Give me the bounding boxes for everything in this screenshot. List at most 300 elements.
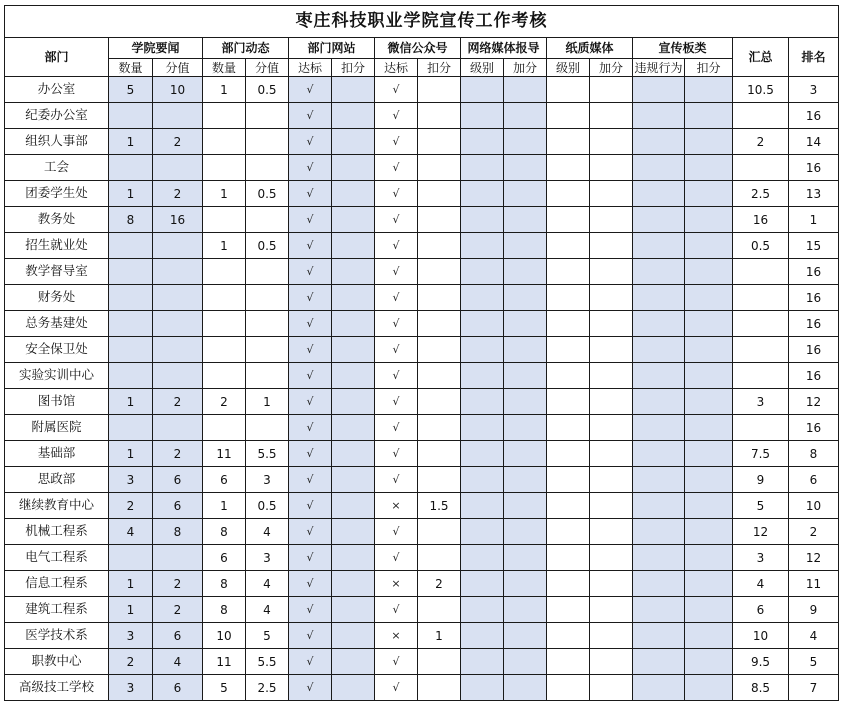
data-cell[interactable] (246, 129, 289, 155)
data-cell[interactable] (590, 155, 633, 181)
rank-cell[interactable]: 9 (789, 597, 839, 623)
data-cell[interactable] (332, 623, 375, 649)
data-cell[interactable] (685, 207, 733, 233)
data-cell[interactable] (633, 493, 685, 519)
dept-name-cell[interactable]: 总务基建处 (5, 311, 109, 337)
data-cell[interactable] (461, 285, 504, 311)
data-cell[interactable] (685, 493, 733, 519)
rank-cell[interactable]: 13 (789, 181, 839, 207)
data-cell[interactable] (203, 415, 246, 441)
subheader-cell[interactable]: 分值 (246, 59, 289, 77)
data-cell[interactable] (332, 597, 375, 623)
data-cell[interactable] (332, 519, 375, 545)
data-cell[interactable] (590, 571, 633, 597)
data-cell[interactable] (504, 337, 547, 363)
status-mark-cell[interactable]: √ (289, 675, 332, 701)
data-cell[interactable] (246, 415, 289, 441)
data-cell[interactable] (547, 363, 590, 389)
data-cell[interactable] (246, 155, 289, 181)
data-cell[interactable] (332, 129, 375, 155)
data-cell[interactable]: 5 (246, 623, 289, 649)
data-cell[interactable]: 4 (109, 519, 153, 545)
header-group-online-media[interactable]: 网络媒体报导 (461, 38, 547, 59)
data-cell[interactable] (504, 103, 547, 129)
status-mark-cell[interactable]: × (375, 623, 418, 649)
rank-cell[interactable]: 16 (789, 103, 839, 129)
rank-cell[interactable]: 11 (789, 571, 839, 597)
data-cell[interactable] (504, 181, 547, 207)
data-cell[interactable] (418, 441, 461, 467)
data-cell[interactable] (109, 337, 153, 363)
data-cell[interactable] (633, 415, 685, 441)
data-cell[interactable] (504, 623, 547, 649)
data-cell[interactable]: 1 (203, 493, 246, 519)
data-cell[interactable]: 3 (109, 467, 153, 493)
data-cell[interactable] (685, 77, 733, 103)
data-cell[interactable]: 4 (246, 597, 289, 623)
rank-cell[interactable]: 16 (789, 311, 839, 337)
data-cell[interactable] (418, 311, 461, 337)
status-mark-cell[interactable]: √ (375, 441, 418, 467)
data-cell[interactable] (332, 311, 375, 337)
data-cell[interactable] (590, 675, 633, 701)
data-cell[interactable] (685, 337, 733, 363)
data-cell[interactable]: 1 (109, 571, 153, 597)
data-cell[interactable]: 8 (153, 519, 203, 545)
data-cell[interactable] (590, 467, 633, 493)
data-cell[interactable] (246, 207, 289, 233)
data-cell[interactable] (633, 207, 685, 233)
dept-name-cell[interactable]: 高级技工学校 (5, 675, 109, 701)
data-cell[interactable] (685, 545, 733, 571)
data-cell[interactable] (590, 545, 633, 571)
status-mark-cell[interactable]: × (375, 571, 418, 597)
status-mark-cell[interactable]: √ (289, 155, 332, 181)
data-cell[interactable] (203, 155, 246, 181)
data-cell[interactable]: 2.5 (246, 675, 289, 701)
data-cell[interactable] (332, 155, 375, 181)
data-cell[interactable] (590, 519, 633, 545)
data-cell[interactable] (590, 311, 633, 337)
data-cell[interactable]: 6 (203, 467, 246, 493)
data-cell[interactable] (685, 441, 733, 467)
data-cell[interactable] (633, 649, 685, 675)
data-cell[interactable] (332, 103, 375, 129)
data-cell[interactable] (203, 103, 246, 129)
status-mark-cell[interactable]: √ (375, 597, 418, 623)
data-cell[interactable] (547, 259, 590, 285)
data-cell[interactable] (153, 285, 203, 311)
data-cell[interactable] (504, 675, 547, 701)
dept-name-cell[interactable]: 工会 (5, 155, 109, 181)
data-cell[interactable]: 1 (109, 441, 153, 467)
data-cell[interactable] (418, 259, 461, 285)
data-cell[interactable] (461, 415, 504, 441)
data-cell[interactable] (590, 597, 633, 623)
data-cell[interactable] (685, 363, 733, 389)
data-cell[interactable] (246, 103, 289, 129)
status-mark-cell[interactable]: √ (375, 467, 418, 493)
total-cell[interactable]: 0.5 (733, 233, 789, 259)
dept-name-cell[interactable]: 实验实训中心 (5, 363, 109, 389)
rank-cell[interactable]: 10 (789, 493, 839, 519)
data-cell[interactable] (109, 311, 153, 337)
data-cell[interactable] (547, 285, 590, 311)
status-mark-cell[interactable]: √ (289, 389, 332, 415)
data-cell[interactable] (246, 337, 289, 363)
data-cell[interactable]: 2 (153, 389, 203, 415)
data-cell[interactable]: 2 (153, 571, 203, 597)
status-mark-cell[interactable]: √ (289, 233, 332, 259)
data-cell[interactable]: 10 (203, 623, 246, 649)
data-cell[interactable] (109, 233, 153, 259)
data-cell[interactable] (332, 467, 375, 493)
rank-cell[interactable]: 12 (789, 389, 839, 415)
total-cell[interactable] (733, 363, 789, 389)
data-cell[interactable] (590, 389, 633, 415)
rank-cell[interactable]: 16 (789, 285, 839, 311)
data-cell[interactable] (590, 207, 633, 233)
rank-cell[interactable]: 16 (789, 337, 839, 363)
data-cell[interactable] (504, 649, 547, 675)
data-cell[interactable] (504, 259, 547, 285)
dept-name-cell[interactable]: 职教中心 (5, 649, 109, 675)
data-cell[interactable] (418, 415, 461, 441)
data-cell[interactable] (203, 311, 246, 337)
data-cell[interactable]: 1 (203, 77, 246, 103)
status-mark-cell[interactable]: √ (375, 207, 418, 233)
total-cell[interactable]: 2.5 (733, 181, 789, 207)
header-group-dept-website[interactable]: 部门网站 (289, 38, 375, 59)
data-cell[interactable] (332, 233, 375, 259)
status-mark-cell[interactable]: √ (375, 285, 418, 311)
data-cell[interactable] (633, 311, 685, 337)
total-cell[interactable]: 4 (733, 571, 789, 597)
data-cell[interactable] (685, 649, 733, 675)
data-cell[interactable] (547, 233, 590, 259)
data-cell[interactable] (685, 233, 733, 259)
data-cell[interactable] (203, 129, 246, 155)
data-cell[interactable] (633, 441, 685, 467)
total-cell[interactable]: 9.5 (733, 649, 789, 675)
data-cell[interactable] (685, 623, 733, 649)
data-cell[interactable]: 5 (203, 675, 246, 701)
data-cell[interactable] (332, 389, 375, 415)
data-cell[interactable] (685, 311, 733, 337)
header-group-boards[interactable]: 宣传板类 (633, 38, 733, 59)
status-mark-cell[interactable]: √ (375, 363, 418, 389)
data-cell[interactable]: 4 (246, 571, 289, 597)
data-cell[interactable] (633, 233, 685, 259)
data-cell[interactable] (590, 493, 633, 519)
data-cell[interactable] (332, 207, 375, 233)
data-cell[interactable] (685, 467, 733, 493)
data-cell[interactable]: 0.5 (246, 77, 289, 103)
data-cell[interactable] (418, 155, 461, 181)
data-cell[interactable] (461, 675, 504, 701)
data-cell[interactable] (461, 311, 504, 337)
data-cell[interactable]: 1.5 (418, 493, 461, 519)
data-cell[interactable]: 2 (203, 389, 246, 415)
data-cell[interactable] (461, 207, 504, 233)
data-cell[interactable] (590, 623, 633, 649)
data-cell[interactable] (332, 259, 375, 285)
data-cell[interactable] (590, 415, 633, 441)
total-cell[interactable]: 7.5 (733, 441, 789, 467)
data-cell[interactable] (547, 649, 590, 675)
total-cell[interactable]: 9 (733, 467, 789, 493)
data-cell[interactable] (461, 467, 504, 493)
subheader-cell[interactable]: 达标 (289, 59, 332, 77)
subheader-cell[interactable]: 级别 (461, 59, 504, 77)
dept-name-cell[interactable]: 电气工程系 (5, 545, 109, 571)
status-mark-cell[interactable]: √ (375, 675, 418, 701)
status-mark-cell[interactable]: √ (289, 415, 332, 441)
data-cell[interactable] (109, 103, 153, 129)
data-cell[interactable] (461, 545, 504, 571)
status-mark-cell[interactable]: √ (289, 467, 332, 493)
data-cell[interactable] (461, 337, 504, 363)
data-cell[interactable] (332, 337, 375, 363)
data-cell[interactable] (332, 77, 375, 103)
data-cell[interactable]: 2 (418, 571, 461, 597)
dept-name-cell[interactable]: 基础部 (5, 441, 109, 467)
data-cell[interactable]: 10 (153, 77, 203, 103)
data-cell[interactable]: 6 (203, 545, 246, 571)
data-cell[interactable] (332, 675, 375, 701)
dept-name-cell[interactable]: 信息工程系 (5, 571, 109, 597)
data-cell[interactable] (332, 181, 375, 207)
status-mark-cell[interactable]: √ (289, 571, 332, 597)
data-cell[interactable]: 2 (153, 441, 203, 467)
data-cell[interactable] (633, 623, 685, 649)
status-mark-cell[interactable]: √ (375, 337, 418, 363)
data-cell[interactable]: 3 (246, 467, 289, 493)
data-cell[interactable] (504, 493, 547, 519)
data-cell[interactable] (685, 415, 733, 441)
data-cell[interactable] (461, 649, 504, 675)
data-cell[interactable] (685, 675, 733, 701)
status-mark-cell[interactable]: √ (375, 155, 418, 181)
rank-cell[interactable]: 16 (789, 155, 839, 181)
data-cell[interactable]: 2 (109, 493, 153, 519)
data-cell[interactable]: 1 (246, 389, 289, 415)
dept-name-cell[interactable]: 附属医院 (5, 415, 109, 441)
data-cell[interactable] (547, 207, 590, 233)
rank-cell[interactable]: 16 (789, 415, 839, 441)
sheet-title[interactable]: 枣庄科技职业学院宣传工作考核 (5, 6, 839, 38)
status-mark-cell[interactable]: × (375, 493, 418, 519)
status-mark-cell[interactable]: √ (375, 129, 418, 155)
subheader-cell[interactable]: 数量 (109, 59, 153, 77)
data-cell[interactable]: 5.5 (246, 441, 289, 467)
data-cell[interactable]: 6 (153, 467, 203, 493)
data-cell[interactable] (332, 571, 375, 597)
data-cell[interactable]: 2 (109, 649, 153, 675)
data-cell[interactable] (461, 623, 504, 649)
data-cell[interactable] (109, 363, 153, 389)
data-cell[interactable]: 6 (153, 623, 203, 649)
header-group-print-media[interactable]: 纸质媒体 (547, 38, 633, 59)
data-cell[interactable] (547, 415, 590, 441)
data-cell[interactable]: 5 (109, 77, 153, 103)
rank-cell[interactable]: 2 (789, 519, 839, 545)
data-cell[interactable]: 2 (153, 597, 203, 623)
subheader-cell[interactable]: 扣分 (418, 59, 461, 77)
data-cell[interactable] (461, 155, 504, 181)
data-cell[interactable] (332, 493, 375, 519)
status-mark-cell[interactable]: √ (375, 233, 418, 259)
rank-cell[interactable]: 5 (789, 649, 839, 675)
status-mark-cell[interactable]: √ (375, 77, 418, 103)
total-cell[interactable] (733, 259, 789, 285)
dept-name-cell[interactable]: 办公室 (5, 77, 109, 103)
status-mark-cell[interactable]: √ (289, 259, 332, 285)
data-cell[interactable] (203, 337, 246, 363)
data-cell[interactable] (590, 649, 633, 675)
data-cell[interactable] (153, 103, 203, 129)
rank-cell[interactable]: 12 (789, 545, 839, 571)
status-mark-cell[interactable]: √ (289, 519, 332, 545)
data-cell[interactable] (246, 259, 289, 285)
data-cell[interactable] (332, 285, 375, 311)
data-cell[interactable] (685, 129, 733, 155)
data-cell[interactable]: 4 (153, 649, 203, 675)
dept-name-cell[interactable]: 图书馆 (5, 389, 109, 415)
data-cell[interactable]: 8 (203, 597, 246, 623)
data-cell[interactable] (418, 597, 461, 623)
data-cell[interactable] (153, 363, 203, 389)
data-cell[interactable]: 8 (203, 519, 246, 545)
subheader-cell[interactable]: 达标 (375, 59, 418, 77)
header-group-wechat[interactable]: 微信公众号 (375, 38, 461, 59)
data-cell[interactable] (685, 597, 733, 623)
total-cell[interactable] (733, 285, 789, 311)
status-mark-cell[interactable]: √ (375, 181, 418, 207)
data-cell[interactable] (504, 129, 547, 155)
total-cell[interactable]: 10 (733, 623, 789, 649)
data-cell[interactable] (504, 441, 547, 467)
data-cell[interactable] (153, 311, 203, 337)
data-cell[interactable]: 11 (203, 441, 246, 467)
status-mark-cell[interactable]: √ (375, 389, 418, 415)
data-cell[interactable]: 5.5 (246, 649, 289, 675)
data-cell[interactable] (504, 233, 547, 259)
total-cell[interactable]: 10.5 (733, 77, 789, 103)
data-cell[interactable] (332, 415, 375, 441)
subheader-cell[interactable]: 分值 (153, 59, 203, 77)
total-cell[interactable]: 5 (733, 493, 789, 519)
data-cell[interactable] (246, 285, 289, 311)
status-mark-cell[interactable]: √ (289, 77, 332, 103)
data-cell[interactable] (418, 285, 461, 311)
data-cell[interactable] (633, 571, 685, 597)
data-cell[interactable] (109, 155, 153, 181)
data-cell[interactable] (109, 415, 153, 441)
data-cell[interactable]: 0.5 (246, 233, 289, 259)
data-cell[interactable] (685, 389, 733, 415)
total-cell[interactable]: 6 (733, 597, 789, 623)
data-cell[interactable] (504, 363, 547, 389)
dept-name-cell[interactable]: 财务处 (5, 285, 109, 311)
data-cell[interactable]: 4 (246, 519, 289, 545)
rank-cell[interactable]: 16 (789, 259, 839, 285)
data-cell[interactable] (590, 103, 633, 129)
data-cell[interactable] (461, 363, 504, 389)
data-cell[interactable] (418, 77, 461, 103)
data-cell[interactable] (418, 337, 461, 363)
data-cell[interactable] (461, 233, 504, 259)
data-cell[interactable] (418, 519, 461, 545)
data-cell[interactable] (109, 259, 153, 285)
data-cell[interactable] (153, 155, 203, 181)
data-cell[interactable] (332, 363, 375, 389)
dept-name-cell[interactable]: 建筑工程系 (5, 597, 109, 623)
status-mark-cell[interactable]: √ (289, 181, 332, 207)
data-cell[interactable] (633, 103, 685, 129)
data-cell[interactable] (590, 181, 633, 207)
data-cell[interactable] (332, 441, 375, 467)
header-group-college-news[interactable]: 学院要闻 (109, 38, 203, 59)
rank-cell[interactable]: 14 (789, 129, 839, 155)
data-cell[interactable] (332, 545, 375, 571)
data-cell[interactable] (633, 675, 685, 701)
data-cell[interactable] (418, 207, 461, 233)
data-cell[interactable] (203, 285, 246, 311)
rank-cell[interactable]: 3 (789, 77, 839, 103)
dept-name-cell[interactable]: 思政部 (5, 467, 109, 493)
data-cell[interactable] (418, 129, 461, 155)
status-mark-cell[interactable]: √ (289, 363, 332, 389)
header-group-dept-news[interactable]: 部门动态 (203, 38, 289, 59)
data-cell[interactable] (153, 259, 203, 285)
data-cell[interactable] (547, 103, 590, 129)
data-cell[interactable]: 16 (153, 207, 203, 233)
rank-cell[interactable]: 16 (789, 363, 839, 389)
data-cell[interactable] (685, 259, 733, 285)
subheader-cell[interactable]: 加分 (504, 59, 547, 77)
rank-cell[interactable]: 15 (789, 233, 839, 259)
data-cell[interactable] (203, 363, 246, 389)
data-cell[interactable] (633, 519, 685, 545)
data-cell[interactable] (418, 649, 461, 675)
data-cell[interactable]: 6 (153, 675, 203, 701)
data-cell[interactable] (547, 441, 590, 467)
data-cell[interactable] (461, 519, 504, 545)
subheader-cell[interactable]: 违规行为 (634, 60, 683, 75)
data-cell[interactable] (547, 389, 590, 415)
dept-name-cell[interactable]: 机械工程系 (5, 519, 109, 545)
data-cell[interactable] (246, 311, 289, 337)
data-cell[interactable] (590, 259, 633, 285)
total-cell[interactable]: 3 (733, 545, 789, 571)
data-cell[interactable]: 3 (109, 623, 153, 649)
status-mark-cell[interactable]: √ (289, 337, 332, 363)
data-cell[interactable] (685, 571, 733, 597)
data-cell[interactable] (153, 337, 203, 363)
dept-name-cell[interactable]: 纪委办公室 (5, 103, 109, 129)
total-cell[interactable]: 3 (733, 389, 789, 415)
total-cell[interactable]: 16 (733, 207, 789, 233)
status-mark-cell[interactable]: √ (289, 441, 332, 467)
data-cell[interactable] (547, 129, 590, 155)
data-cell[interactable]: 6 (153, 493, 203, 519)
data-cell[interactable] (109, 285, 153, 311)
status-mark-cell[interactable]: √ (289, 103, 332, 129)
data-cell[interactable] (633, 337, 685, 363)
status-mark-cell[interactable]: √ (289, 207, 332, 233)
data-cell[interactable] (109, 545, 153, 571)
